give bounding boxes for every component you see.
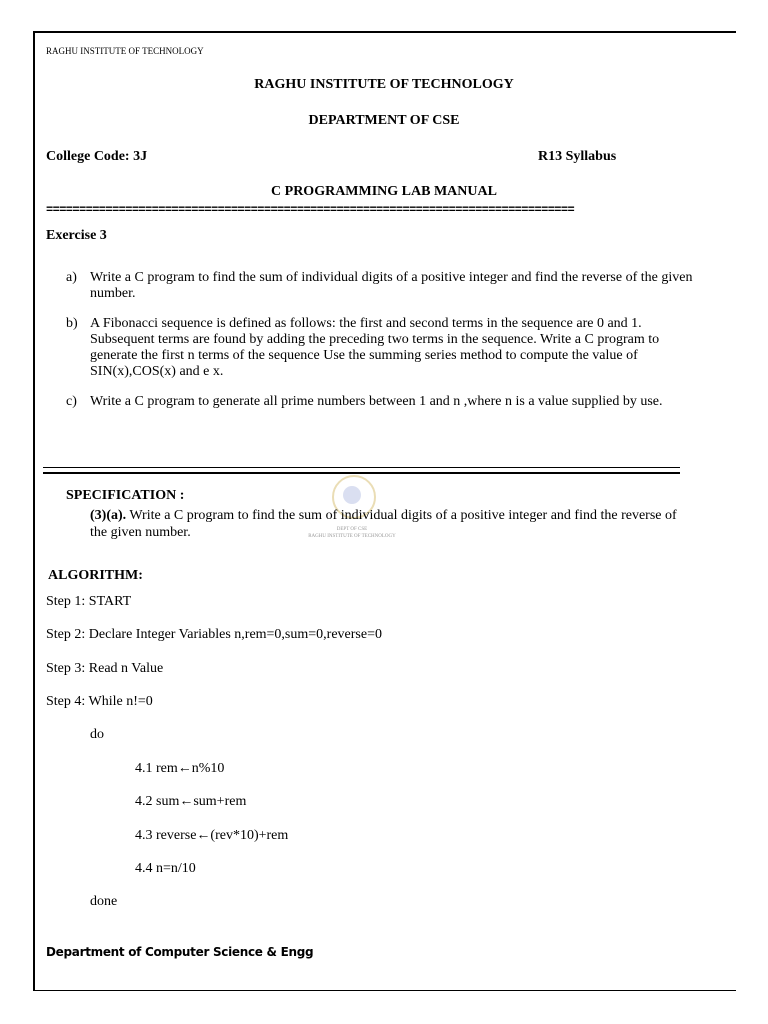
algorithm-substep: 4.4 n=n/10	[135, 861, 196, 876]
syllabus: R13 Syllabus	[538, 149, 617, 164]
exercise-text: Write a C program to find the sum of individual digits of a positive integer and find the reverse of the given number.	[90, 270, 693, 301]
department-title: DEPARTMENT OF CSE	[308, 113, 460, 128]
algorithm-step: Step 2: Declare Integer Variables n,rem=0,sum=0,reverse=0	[46, 627, 382, 642]
left-arrow-icon: ←	[177, 761, 192, 776]
page-footer: Department of Computer Science & Engg	[46, 945, 314, 959]
exercise-text: A Fibonacci sequence is defined as follows: the first and second terms in the sequence are 0 and 1. Subsequent terms are found by adding the preceding two terms in the sequence. Write a C program to generate the first n terms of the sequence Use the summing series method to compute the value of SIN(x),COS(x) and e x.	[90, 316, 660, 379]
exercise-marker: a)	[66, 270, 77, 285]
specification-label: (3)(a).	[90, 508, 127, 523]
left-arrow-icon: ←	[196, 828, 211, 843]
algorithm-step: Step 4: While n!=0	[46, 694, 153, 709]
exercise-title: Exercise 3	[46, 228, 107, 243]
algorithm-step: Step 3: Read n Value	[46, 661, 164, 676]
exercise-marker: c)	[66, 394, 77, 409]
exercise-marker: b)	[66, 316, 78, 331]
running-header: RAGHU INSTITUTE OF TECHNOLOGY	[46, 46, 204, 56]
algorithm-substep: 4.2 sum←sum+rem	[135, 794, 247, 809]
loop-do: do	[90, 727, 104, 742]
algorithm-substep: 4.3 reverse←(rev*10)+rem	[135, 828, 289, 843]
separator-line: ================================================================================	[46, 203, 575, 217]
section-divider	[43, 467, 680, 474]
left-arrow-icon: ←	[179, 794, 194, 809]
algorithm-heading: ALGORITHM:	[48, 568, 143, 583]
institute-title: RAGHU INSTITUTE OF TECHNOLOGY	[254, 77, 514, 92]
specification-heading: SPECIFICATION :	[66, 488, 185, 503]
exercise-list	[66, 270, 706, 424]
seal-caption: DEPT OF CSE	[336, 527, 368, 532]
specification-body	[90, 507, 680, 541]
algorithm-step: Step 1: START	[46, 594, 132, 609]
seal-caption: RAGHU INSTITUTE OF TECHNOLOGY	[308, 534, 396, 539]
specification-text: Write a C program to find the sum of individual digits of a positive integer and find the reverse of the given number.	[90, 508, 677, 540]
college-code: College Code: 3J	[46, 149, 148, 164]
exercise-text: Write a C program to generate all prime numbers between 1 and n ,where n is a value supplied by use.	[90, 394, 663, 409]
loop-done: done	[90, 894, 118, 909]
algorithm-substep: 4.1 rem←n%10	[135, 761, 225, 776]
exercise-item	[66, 316, 706, 380]
exercise-item	[66, 270, 706, 302]
exercise-item	[66, 394, 706, 410]
manual-title: C PROGRAMMING LAB MANUAL	[271, 184, 497, 199]
